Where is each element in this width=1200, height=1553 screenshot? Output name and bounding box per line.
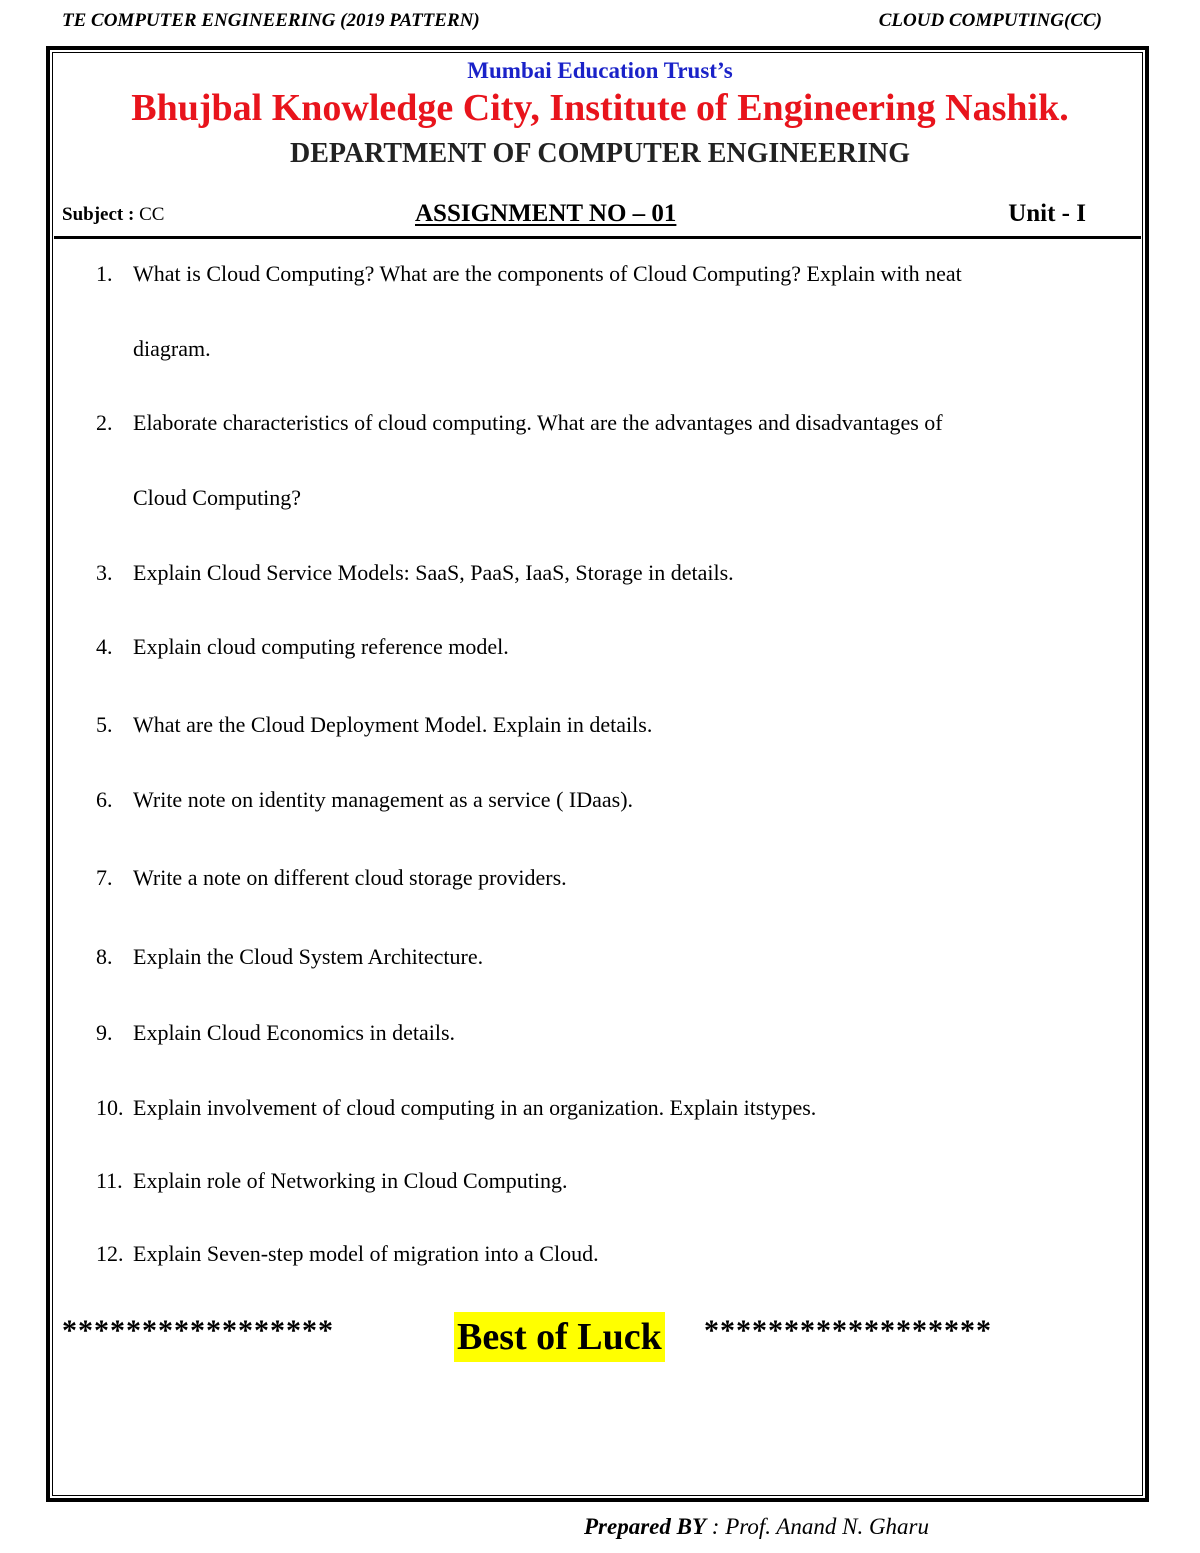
question-item bbox=[96, 385, 1126, 510]
question-number: 2. bbox=[96, 410, 113, 435]
question-number: 4. bbox=[96, 634, 113, 659]
question-number: 10. bbox=[96, 1095, 124, 1120]
question-item bbox=[96, 1070, 1126, 1145]
question-item bbox=[96, 609, 1126, 684]
prepared-by-label: Prepared BY bbox=[584, 1514, 707, 1539]
question-item bbox=[96, 762, 1126, 837]
closing-line bbox=[62, 1312, 1122, 1366]
subject-label: Subject : bbox=[62, 204, 135, 225]
question-number: 8. bbox=[96, 944, 113, 969]
question-text: Explain Cloud Economics in details. bbox=[133, 1020, 456, 1045]
question-item bbox=[96, 236, 1126, 361]
question-text: Explain involvement of cloud computing in an organization. Explain itstypes. bbox=[133, 1095, 817, 1120]
prepared-by bbox=[584, 1514, 929, 1540]
question-number: 9. bbox=[96, 1020, 113, 1045]
question-text: Write a note on different cloud storage providers. bbox=[133, 865, 567, 890]
stars-left: ***************** bbox=[62, 1314, 334, 1347]
question-item bbox=[96, 1143, 1126, 1218]
question-line: Cloud Computing? bbox=[133, 485, 302, 510]
subject-header: CLOUD COMPUTING(CC) bbox=[878, 10, 1102, 31]
question-text: Explain cloud computing reference model. bbox=[133, 634, 509, 659]
question-text: Explain Cloud Service Models: SaaS, PaaS, IaaS, Storage in details. bbox=[133, 560, 734, 585]
question-item bbox=[96, 535, 1126, 610]
question-item bbox=[96, 687, 1126, 762]
best-of-luck-highlight: Best of Luck bbox=[454, 1312, 665, 1362]
stars-right: ****************** bbox=[704, 1314, 992, 1347]
question-text: Explain Seven-step model of migration into a Cloud. bbox=[133, 1241, 599, 1266]
question-text: Write note on identity management as a service ( IDaas). bbox=[133, 787, 634, 812]
question-line: Elaborate characteristics of cloud computing. What are the advantages and disadvantages of bbox=[133, 410, 943, 435]
question-item bbox=[96, 840, 1126, 915]
question-line: diagram. bbox=[133, 336, 211, 361]
question-item bbox=[96, 995, 1126, 1070]
question-item bbox=[96, 919, 1126, 994]
question-number: 12. bbox=[96, 1241, 124, 1266]
question-number: 1. bbox=[96, 261, 113, 286]
question-number: 6. bbox=[96, 787, 113, 812]
subject-value: CC bbox=[139, 204, 165, 225]
question-number: 5. bbox=[96, 712, 113, 737]
question-text bbox=[133, 236, 1123, 386]
prepared-by-name: Prof. Anand N. Gharu bbox=[725, 1514, 930, 1539]
question-text: Explain the Cloud System Architecture. bbox=[133, 944, 484, 969]
course-pattern-header: TE COMPUTER ENGINEERING (2019 PATTERN) bbox=[62, 10, 480, 31]
question-number: 7. bbox=[96, 865, 113, 890]
assignment-title: ASSIGNMENT NO – 01 bbox=[415, 200, 677, 227]
question-number: 3. bbox=[96, 560, 113, 585]
prepared-by-separator: : bbox=[706, 1514, 726, 1539]
question-number: 11. bbox=[96, 1168, 123, 1193]
trust-name: Mumbai Education Trust’s bbox=[467, 58, 733, 83]
question-text: Explain role of Networking in Cloud Computing. bbox=[133, 1168, 568, 1193]
unit-label: Unit - I bbox=[1008, 200, 1086, 227]
question-text: What are the Cloud Deployment Model. Explain in details. bbox=[133, 712, 653, 737]
question-line: What is Cloud Computing? What are the components of Cloud Computing? Explain with neat bbox=[133, 261, 962, 286]
question-text bbox=[133, 385, 1123, 535]
department-name: DEPARTMENT OF COMPUTER ENGINEERING bbox=[290, 138, 910, 169]
question-item bbox=[96, 1216, 1126, 1291]
college-name: Bhujbal Knowledge City, Institute of Engineering Nashik. bbox=[131, 87, 1069, 129]
